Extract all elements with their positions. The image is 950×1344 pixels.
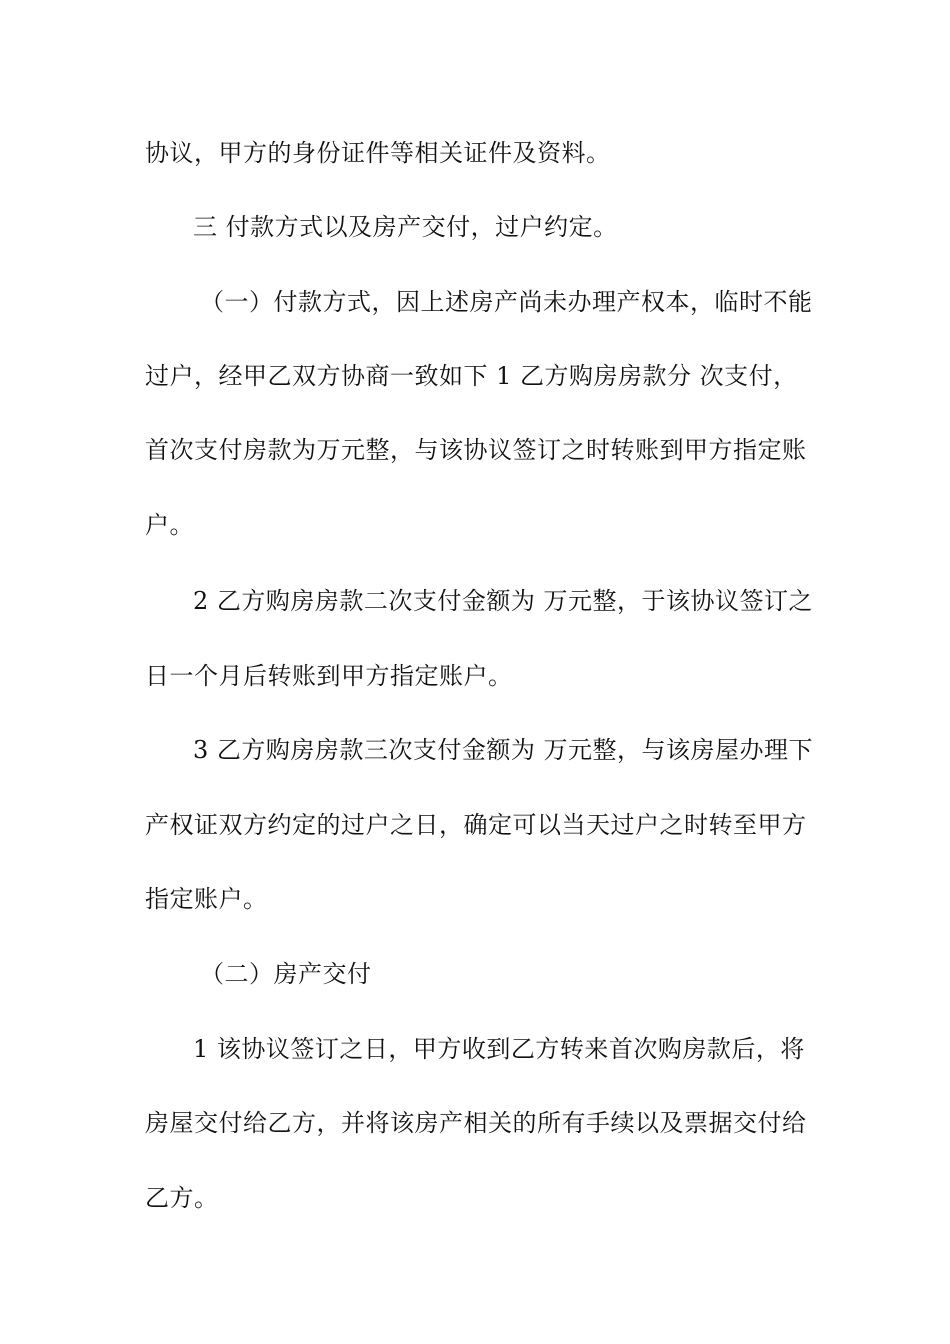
subsection-heading: （二）房产交付 (200, 960, 372, 988)
paragraph-line: 2 乙方购房房款二次支付金额为 万元整，于该协议签订之 (193, 587, 814, 615)
paragraph-line: 产权证双方约定的过户之日，确定可以当天过户之时转至甲方 (145, 811, 807, 839)
paragraph-line: 协议，甲方的身份证件等相关证件及资料。 (145, 139, 611, 167)
paragraph-line: 户。 (145, 511, 194, 539)
paragraph-line: 首次支付房款为万元整，与该协议签订之时转账到甲方指定账 (145, 436, 807, 464)
paragraph-line: 房屋交付给乙方，并将该房产相关的所有手续以及票据交付给 (145, 1109, 807, 1137)
paragraph-line: 3 乙方购房房款三次支付金额为 万元整，与该房屋办理下 (193, 736, 814, 764)
paragraph-line: 1 该协议签订之日，甲方收到乙方转来首次购房款后，将 (193, 1035, 805, 1063)
section-heading: 三 付款方式以及房产交付，过户约定。 (193, 213, 618, 241)
subsection-heading: （一）付款方式，因上述房产尚未办理产权本，临时不能 (200, 288, 813, 316)
paragraph-line: 指定账户。 (145, 885, 268, 913)
paragraph-line: 过户，经甲乙双方协商一致如下 1 乙方购房房款分 次支付， (145, 362, 798, 390)
paragraph-line: 乙方。 (145, 1184, 219, 1212)
paragraph-line: 日一个月后转账到甲方指定账户。 (145, 662, 513, 690)
